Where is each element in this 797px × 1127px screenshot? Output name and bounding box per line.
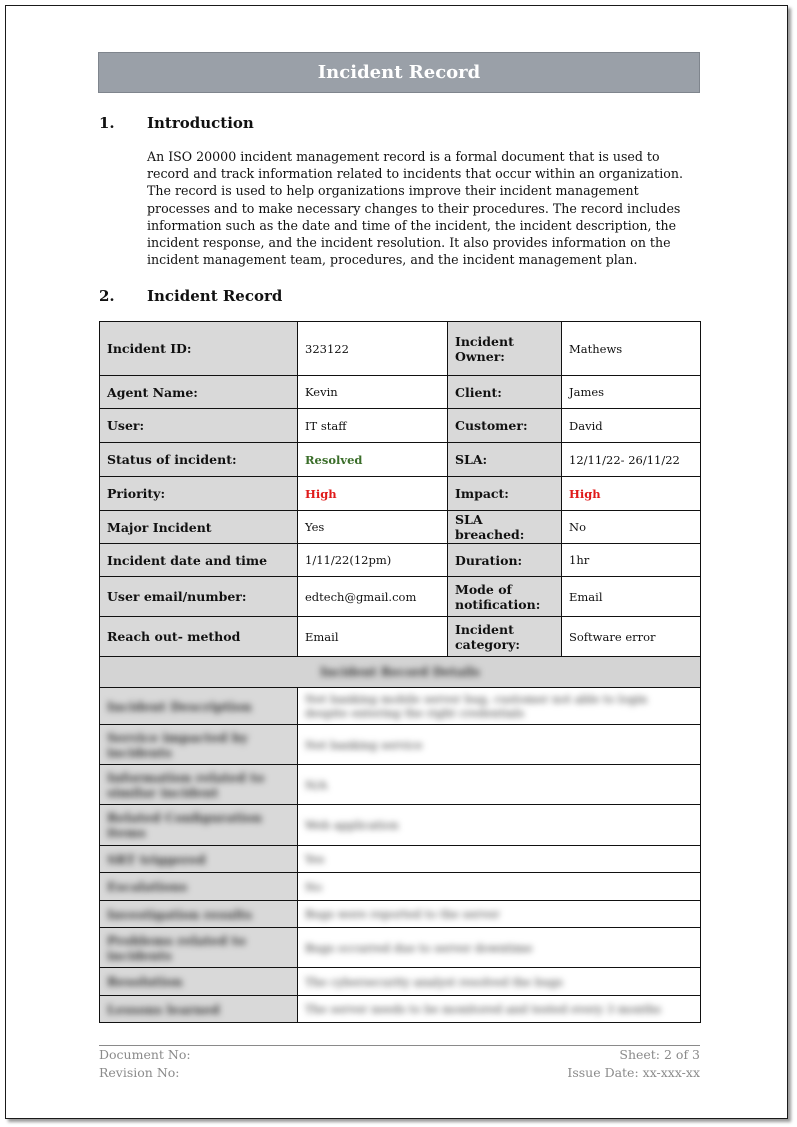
detail-label: Service impacted by incidents (107, 729, 248, 760)
section-heading-incident-record (99, 287, 282, 305)
customer-label: Customer: (448, 409, 562, 443)
user-contact-label: User email/number: (100, 577, 298, 617)
detail-label: Incident Description (107, 698, 252, 714)
incident-category-value: Software error (562, 617, 701, 657)
section-heading-introduction (99, 114, 254, 132)
revision-number-label: Revision No: (99, 1065, 180, 1080)
sla-breached-label: SLA breached: (448, 511, 562, 544)
detail-label: Escalations (107, 879, 188, 894)
impact-value: High (569, 486, 601, 501)
footer-divider (99, 1045, 700, 1046)
table-row (100, 544, 701, 577)
duration-value: 1hr (562, 544, 701, 577)
detail-value: No (305, 879, 322, 894)
detail-label: Investigation results (107, 906, 253, 922)
detail-label: Related Configuration items (107, 810, 262, 840)
user-contact-value: edtech@gmail.com (298, 577, 448, 617)
customer-value: David (562, 409, 701, 443)
priority-value: High (305, 486, 337, 501)
client-value: James (562, 376, 701, 409)
table-row (100, 725, 701, 765)
incident-id-value: 323122 (298, 322, 448, 376)
detail-value: Net banking service (305, 737, 423, 752)
detail-value: N/A (305, 777, 328, 792)
user-label: User: (100, 409, 298, 443)
table-row (100, 617, 701, 657)
section-number: 1. (99, 114, 115, 132)
sheet-number: Sheet: 2 of 3 (619, 1047, 700, 1062)
status-label: Status of incident: (100, 443, 298, 477)
detail-value: Bugs occurred due to server downtime (305, 940, 533, 955)
table-row (100, 577, 701, 617)
table-row (100, 477, 701, 511)
incident-datetime-value: 1/11/22(12pm) (298, 544, 448, 577)
detail-label: Lessons learned (107, 1001, 220, 1017)
document-number-label: Document No: (99, 1047, 191, 1062)
incident-datetime-label: Incident date and time (100, 544, 298, 577)
table-row (100, 901, 701, 928)
table-row (100, 376, 701, 409)
table-row (100, 928, 701, 968)
detail-value: Yes (305, 852, 325, 866)
incident-owner-label: Incident Owner: (448, 322, 562, 376)
detail-value: Web application (305, 818, 399, 832)
detail-label: Resolution (107, 974, 183, 989)
reach-out-method-label: Reach out- method (100, 617, 298, 657)
sla-value: 12/11/22- 26/11/22 (562, 443, 701, 477)
agent-name-value: Kevin (298, 376, 448, 409)
details-section-title: Incident Record Details (320, 665, 480, 679)
table-row (100, 688, 701, 725)
incident-owner-value: Mathews (562, 322, 701, 376)
table-row (100, 996, 701, 1023)
detail-value: The cybersecurity analyst resolved the bugs (305, 974, 563, 989)
major-incident-label: Major Incident (100, 511, 298, 544)
sla-breached-value: No (562, 511, 701, 544)
table-row (100, 873, 701, 901)
table-row (100, 322, 701, 376)
impact-label: Impact: (448, 477, 562, 511)
section-number: 2. (99, 287, 115, 305)
priority-label: Priority: (100, 477, 298, 511)
detail-label: SRT triggered (107, 851, 206, 867)
incident-category-label: Incident category: (448, 617, 562, 657)
user-value: IT staff (298, 409, 448, 443)
detail-value: Net banking mobile server bug, customer not able to login despite entering the right credentials (305, 692, 648, 720)
table-row (100, 443, 701, 477)
detail-value: Bugs were reported to the server (305, 907, 500, 921)
table-row (100, 805, 701, 846)
table-row (100, 511, 701, 544)
table-row (100, 765, 701, 805)
duration-label: Duration: (448, 544, 562, 577)
detail-label: Problems related to incidents (107, 932, 246, 963)
section-title: Introduction (147, 114, 254, 132)
incident-id-label: Incident ID: (100, 322, 298, 376)
table-row (100, 968, 701, 996)
sla-label: SLA: (448, 443, 562, 477)
detail-value: The server needs to be monitored and tested every 3 months (305, 1002, 661, 1016)
detail-label: Information related to similar incident (107, 769, 265, 800)
document-title: Incident Record (98, 52, 700, 93)
table-row (100, 657, 701, 688)
reach-out-method-value: Email (298, 617, 448, 657)
major-incident-value: Yes (298, 511, 448, 544)
notification-mode-label: Mode of notification: (448, 577, 562, 617)
table-row (100, 409, 701, 443)
intro-paragraph: An ISO 20000 incident management record is a formal document that is used to record and track information related to incidents that occur within an organization. The record is used to help organizations improve their incident management processes and to make necessary changes to their procedures. The record includes information such as the date and time of the incident, the incident description, the incident response, and the incident resolution. It also provides information on the incident management team, procedures, and the incident management plan. (147, 149, 683, 268)
status-value: Resolved (305, 452, 363, 467)
section-title: Incident Record (147, 287, 283, 305)
notification-mode-value: Email (562, 577, 701, 617)
agent-name-label: Agent Name: (100, 376, 298, 409)
table-row (100, 846, 701, 873)
client-label: Client: (448, 376, 562, 409)
incident-record-table (99, 321, 701, 1023)
issue-date: Issue Date: xx-xxx-xx (567, 1065, 700, 1080)
